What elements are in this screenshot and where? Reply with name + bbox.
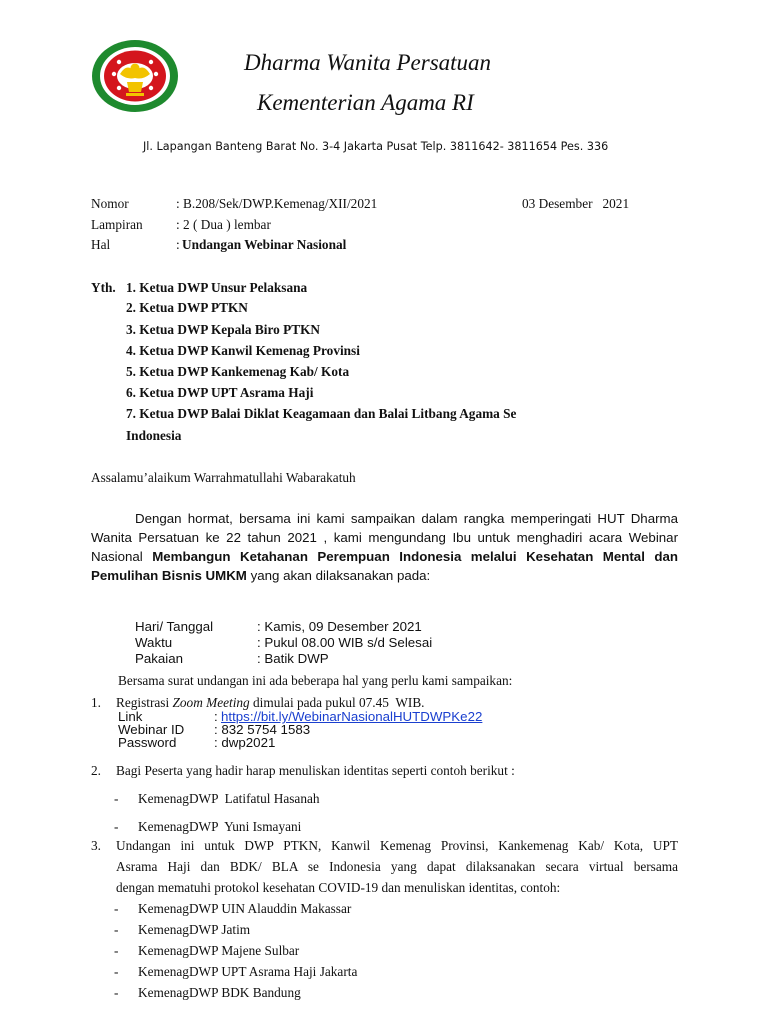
recipient-item: 3. Ketua DWP Kepala Biro PTKN	[126, 322, 321, 337]
bullet: -	[114, 922, 119, 937]
recipient-item: 1. Ketua DWP Unsur Pelaksana	[126, 280, 308, 295]
password-label: Password	[118, 735, 177, 750]
hal-value: Undangan Webinar Nasional	[182, 237, 347, 252]
example-identity: KemenagDWP BDK Bandung	[138, 985, 301, 1000]
lampiran-label: Lampiran	[91, 217, 143, 232]
bullet: -	[114, 985, 119, 1000]
webinar-id-value: : 832 5754 1583	[214, 722, 311, 737]
schedule-label: Waktu	[135, 635, 173, 650]
schedule-label: Hari/ Tanggal	[135, 619, 214, 634]
body-line	[91, 549, 678, 564]
example-identity: KemenagDWP Latifatul Hasanah	[138, 791, 320, 806]
org-name: Dharma Wanita Persatuan	[244, 50, 492, 75]
webinar-title: Membangun Ketahanan Perempuan Indonesia melalui Kesehatan Mental dan	[152, 549, 678, 564]
example-identity: KemenagDWP Majene Sulbar	[138, 943, 300, 958]
recipient-item: 6. Ketua DWP UPT Asrama Haji	[126, 385, 314, 400]
schedule-value: : Kamis, 09 Desember 2021	[257, 619, 422, 634]
recipient-item: 2. Ketua DWP PTKN	[126, 300, 248, 315]
point3-line: dengan mematuhi protokol kesehatan COVID-19 dan menuliskan identitas, contoh:	[116, 880, 561, 895]
body-plain: Nasional	[91, 549, 153, 564]
greeting: Assalamu’alaikum Warrahmatullahi Wabarakatuh	[91, 470, 356, 485]
point3-line: Asrama Haji dan BDK/ BLA se Indonesia yang dapat dilaksanakan secara virtual bersama	[116, 859, 678, 874]
point-number: 3.	[91, 838, 101, 853]
letter-date: 03 Desember 2021	[522, 196, 630, 211]
recipient-item: 4. Ketua DWP Kanwil Kemenag Provinsi	[126, 343, 360, 358]
body-line: Wanita Persatuan ke 22 tahun 2021 , kami mengundang Ibu untuk menghadiri acara Webinar	[91, 530, 678, 545]
hal-label: Hal	[91, 237, 111, 252]
bullet: -	[114, 943, 119, 958]
point3-line: Undangan ini untuk DWP PTKN, Kanwil Kemenag Provinsi, Kankemenag Kab/ Kota, UPT	[116, 838, 678, 853]
nomor-value: : B.208/Sek/DWP.Kemenag/XII/2021	[176, 196, 378, 211]
recipient-continuation: Indonesia	[126, 428, 182, 443]
hal-colon: :	[176, 237, 180, 252]
zoom-meeting-text: Zoom Meeting	[172, 695, 250, 710]
webinar-id-label: Webinar ID	[118, 722, 185, 737]
password-value: : dwp2021	[214, 735, 276, 750]
example-identity: KemenagDWP UIN Alauddin Makassar	[138, 901, 352, 916]
bullet: -	[114, 819, 119, 834]
schedule-label: Pakaian	[135, 651, 184, 666]
org-address: Jl. Lapangan Banteng Barat No. 3-4 Jakarta Pusat Telp. 3811642- 3811654 Pes. 336	[143, 140, 609, 153]
bullet: -	[114, 791, 119, 806]
point2-text: Bagi Peserta yang hadir harap menuliskan identitas seperti contoh berikut :	[116, 763, 515, 778]
link-colon: :	[214, 709, 218, 724]
example-identity: KemenagDWP UPT Asrama Haji Jakarta	[138, 964, 358, 979]
body-line: Dengan hormat, bersama ini kami sampaikan dalam rangka memperingati HUT Dharma	[135, 511, 678, 526]
point1-text-after: dimulai pada pukul 07.45 WIB.	[249, 695, 425, 710]
body-plain: yang akan dilaksanakan pada:	[246, 568, 431, 583]
webinar-title: Pemulihan Bisnis UMKM	[91, 568, 247, 583]
org-ministry: Kementerian Agama RI	[257, 90, 474, 115]
point1-text-before: Registrasi	[116, 695, 173, 710]
recipient-item: 7. Ketua DWP Balai Diklat Keagamaan dan Balai Litbang Agama Se	[126, 406, 517, 421]
webinar-link[interactable]: https://bit.ly/WebinarNasionalHUTDWPKe22	[221, 709, 483, 724]
body-line	[91, 568, 430, 583]
recipient-item: 5. Ketua DWP Kankemenag Kab/ Kota	[126, 364, 350, 379]
point-number: 2.	[91, 763, 101, 778]
schedule-value: : Batik DWP	[257, 651, 329, 666]
bullet: -	[114, 901, 119, 916]
link-label: Link	[118, 709, 143, 724]
recipient-prefix: Yth.	[91, 280, 116, 295]
point-number: 1.	[91, 695, 101, 710]
dwp-emblem-icon	[90, 38, 180, 114]
example-identity: KemenagDWP Yuni Ismayani	[138, 819, 302, 834]
lampiran-value: : 2 ( Dua ) lembar	[176, 217, 271, 232]
nomor-label: Nomor	[91, 196, 129, 211]
points-intro: Bersama surat undangan ini ada beberapa hal yang perlu kami sampaikan:	[118, 673, 513, 688]
example-identity: KemenagDWP Jatim	[138, 922, 251, 937]
schedule-value: : Pukul 08.00 WIB s/d Selesai	[257, 635, 433, 650]
bullet: -	[114, 964, 119, 979]
